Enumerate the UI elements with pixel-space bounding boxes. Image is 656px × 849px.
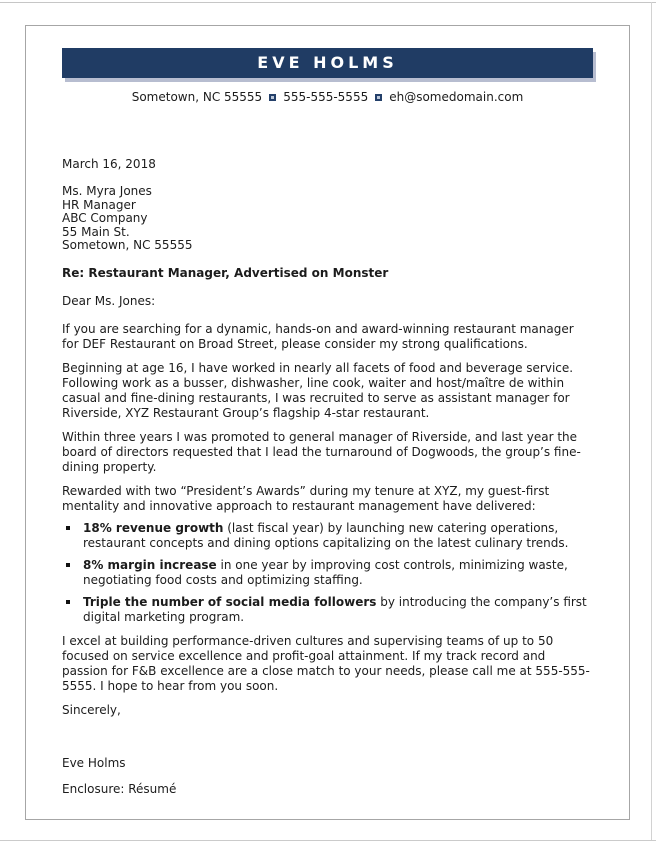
square-bullet-icon [269, 94, 276, 101]
candidate-name: EVE HOLMS [257, 53, 398, 72]
achievement-list [62, 521, 593, 625]
letter-page [25, 25, 630, 820]
window-edge-right [651, 2, 652, 840]
window-edge-bottom [0, 840, 656, 841]
paragraph-intro: If you are searching for a dynamic, hands-on and award-winning restaurant manager for DEF Restaurant on Broad Street, please consider my strong qualifications. [62, 321, 574, 351]
paragraph-background: Beginning at age 16, I have worked in nearly all facets of food and beverage service. Following work as a busser, dishwasher, line cook, waiter and host/maître de within casual and fine-dining restaurants, I was recruited to serve as assistant manager for Riverside, XYZ Restaurant Group’s flagship 4-star restaurant. [62, 360, 574, 420]
name-banner [62, 48, 593, 78]
paragraph-awards: Rewarded with two “President’s Awards” during my tenure at XYZ, my guest-first mentality and innovative approach to restaurant management have delivered: [62, 483, 550, 513]
subject-line: Re: Restaurant Manager, Advertised on Monster [62, 265, 389, 280]
signoff: Sincerely, [62, 702, 121, 717]
bullet-rest: in one year by improving cost controls, minimizing waste, negotiating food costs and optimizing staffing. [83, 557, 568, 587]
bullet-bold-lead: 8% margin increase [83, 557, 217, 572]
bullet-item [62, 521, 593, 551]
square-bullet-icon [375, 94, 382, 101]
contact-line [62, 90, 593, 104]
contact-email: eh@somedomain.com [389, 90, 524, 104]
contact-phone: 555-555-5555 [283, 90, 369, 104]
bullet-bold-lead: Triple the number of social media followers [83, 594, 377, 609]
recipient-city: Sometown, NC 55555 [62, 238, 193, 252]
salutation: Dear Ms. Jones: [62, 293, 156, 308]
enclosure-note: Enclosure: Résumé [62, 781, 177, 796]
recipient-title: HR Manager [62, 197, 136, 212]
contact-location: Sometown, NC 55555 [131, 90, 263, 104]
signature-name: Eve Holms [62, 755, 126, 770]
recipient-address [62, 185, 593, 253]
letter-date: March 16, 2018 [62, 157, 156, 171]
recipient-company: ABC Company [62, 211, 148, 225]
paragraph-promotion: Within three years I was promoted to general manager of Riverside, and last year the board of directors requested that I lead the turnaround of Dogwoods, the group’s fine-dining property. [62, 429, 581, 474]
bullet-rest: by introducing the company’s first digital marketing program. [83, 594, 587, 624]
window-edge-top [0, 2, 656, 3]
recipient-street: 55 Main St. [62, 224, 130, 239]
bullet-item [62, 595, 593, 625]
bullet-rest: (last fiscal year) by launching new catering operations, restaurant concepts and dining options capitalizing on the latest culinary trends. [83, 520, 569, 550]
bullet-bold-lead: 18% revenue growth [83, 520, 224, 535]
bullet-item [62, 558, 593, 588]
paragraph-closing: I excel at building performance-driven cultures and supervising teams of up to 50 focused on service excellence and profit-goal attainment. If my track record and passion for F&B excellence are a close match to your needs, please call me at 555-555-5555. I hope to hear from you soon. [62, 633, 590, 693]
recipient-name: Ms. Myra Jones [62, 184, 152, 198]
